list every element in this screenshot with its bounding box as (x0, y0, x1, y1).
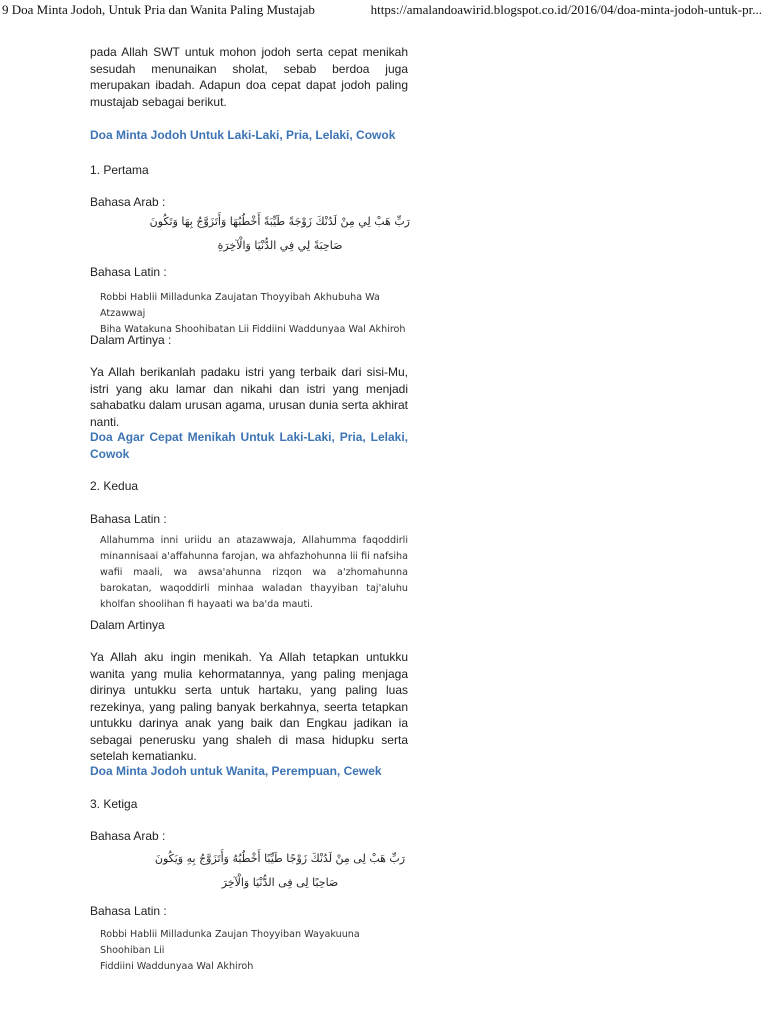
section1-arabic-text (150, 215, 410, 253)
section1-arabic-line2: صَاحِبَةً لِي فِي الدُّنْيَا وَالْآخِرَةِ (217, 239, 343, 252)
section1-meaning: Ya Allah berikanlah padaku istri yang terbaik dari sisi-Mu, istri yang aku lamar dan nikahi dan istri yang menjadi sahabatku dalam urusan agama, urusan dunia serta akhirat nanti. (90, 365, 408, 429)
section3-latin-label: Bahasa Latin : (90, 904, 167, 918)
section3-latin-text (100, 927, 408, 975)
article-body (90, 40, 408, 110)
section1-number: 1. Pertama (90, 163, 149, 177)
section1-heading[interactable]: Doa Minta Jodoh Untuk Laki-Laki, Pria, Lelaki, Cowok (90, 128, 396, 142)
intro-paragraph: pada Allah SWT untuk mohon jodoh serta cepat menikah sesudah menunaikan sholat, sebab berdoa juga merupakan ibadah. Adapun doa cepat dapat jodoh paling mustajab sebagai berikut. (90, 45, 408, 109)
section1-meaning-label: Dalam Artinya : (90, 333, 172, 347)
section2-number: 2. Kedua (90, 479, 139, 493)
section3-arabic-text (150, 852, 410, 890)
section2-latin-text: Allahumma inni uriidu an atazawwaja, Allahumma faqoddirli minannisaai a'affahunna farojan, wa ahfazhohunna lii fii nafsiha wafii maali, wa awsa'ahunna rizqon wa a'zhomahunna barokatan, waqoddirli minhaa waladan thayyiban taj'aluhu kholfan shoolihan fi hayaati wa ba'da mauti. (100, 535, 408, 610)
section3-arab-label: Bahasa Arab : (90, 829, 166, 843)
section3-arabic-line2: صَاحِبًا لِى فِى الدُّنْيَا وَالْآخِرَ (221, 876, 339, 889)
section1-arabic-line1: رَبِّ هَبْ لِي مِنْ لَدُنْكَ زَوْجَةً طَيِّبَةً أَخْطُبُهَا وَأَتَزَوَّجُ بِهَا وَتَكُونَ (149, 215, 410, 228)
section3-latin-line1: Robbi Hablii Milladunka Zaujan Thoyyiban Wayakuuna Shoohiban Lii (100, 929, 360, 956)
section1-arab-label: Bahasa Arab : (90, 195, 166, 209)
section1-latin-line1: Robbi Hablii Milladunka Zaujatan Thoyyibah Akhubuha Wa Atzawwaj (100, 292, 380, 319)
section1-latin-label: Bahasa Latin : (90, 265, 167, 279)
page-url[interactable]: https://amalandoawirid.blogspot.co.id/2016/04/doa-minta-jodoh-untuk-pr... (370, 2, 762, 17)
page-header (0, 0, 768, 20)
section2-meaning: Ya Allah aku ingin menikah. Ya Allah tetapkan untukku wanita yang mulia kehormatannya, yang paling menjaga dirinya untukku serta untuk hartaku, yang paling luas rezekinya, yang paling banyak berkahnya, seerta tetapkan untukku darinya anak yang baik dan Engkau jadikan ia sebagai penerusku yang shaleh di masa hidupku serta setelah kematianku. (90, 650, 408, 763)
section3-heading[interactable]: Doa Minta Jodoh untuk Wanita, Perempuan, Cewek (90, 764, 382, 778)
section2-latin-label: Bahasa Latin : (90, 512, 167, 526)
section1-latin-line2: Biha Watakuna Shoohibatan Lii Fiddiini Waddunyaa Wal Akhiroh (100, 324, 406, 335)
page-title: 9 Doa Minta Jodoh, Untuk Pria dan Wanita Paling Mustajab (2, 2, 315, 17)
section3-latin-line2: Fiddiini Waddunyaa Wal Akhiroh (100, 961, 254, 972)
section3-number: 3. Ketiga (90, 797, 138, 811)
section3-arabic-line1: رَبِّ هَبْ لِى مِنْ لَدُنْكَ زَوْجًا طَيِّبًا أَخْطُبُهُ وَأَتَزَوَّجُ بِهِ وَيَكُونَ (154, 852, 406, 865)
section2-heading[interactable]: Doa Agar Cepat Menikah Untuk Laki-Laki, Pria, Lelaki, Cowok (90, 430, 408, 461)
section1-latin-text (100, 290, 408, 338)
section2-meaning-label: Dalam Artinya (90, 618, 165, 632)
